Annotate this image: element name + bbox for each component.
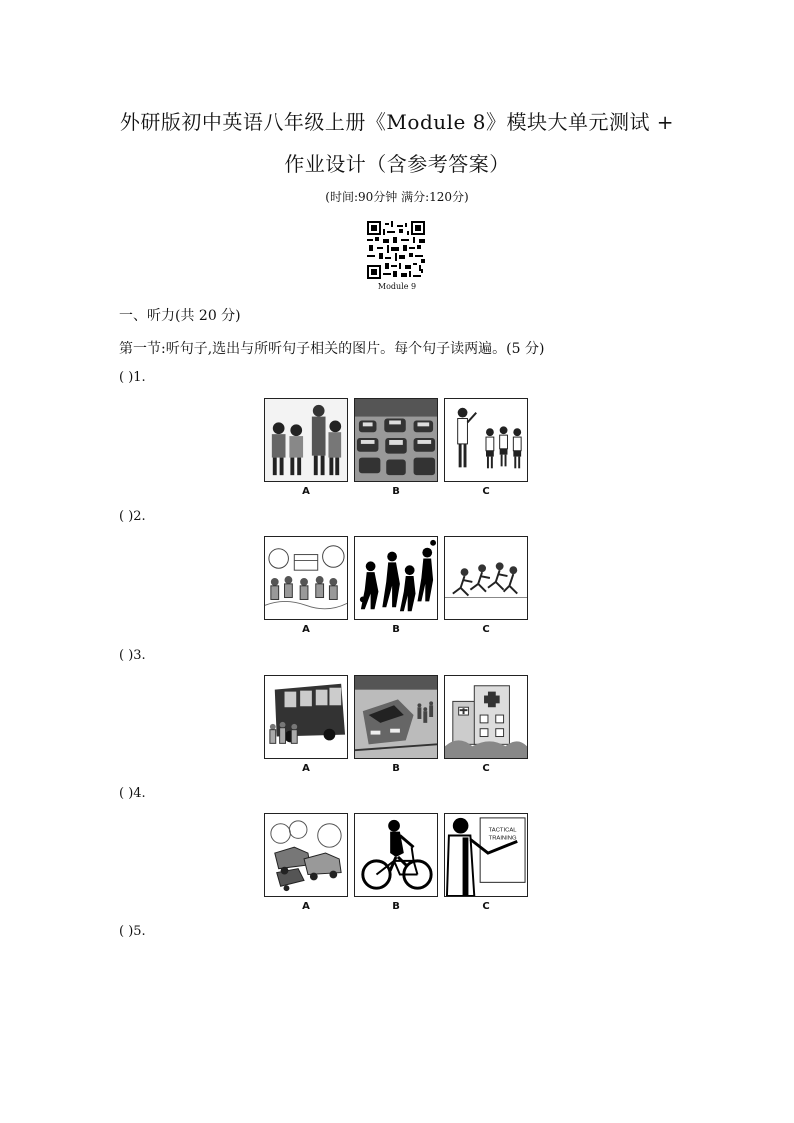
question-2-number: ( )2. — [119, 509, 146, 524]
option-c-runners-image[interactable] — [444, 536, 528, 620]
option-c-class-exercise-image[interactable] — [444, 398, 528, 482]
option-b-cyclist-image[interactable] — [354, 813, 438, 897]
option-b-label: B — [392, 763, 400, 774]
question-3-options — [264, 675, 530, 779]
option-c-label: C — [482, 486, 490, 497]
question-3-number: ( )3. — [119, 648, 146, 663]
question-5-number: ( )5. — [119, 924, 146, 939]
option-a-label: A — [302, 763, 310, 774]
option-a-label: A — [302, 624, 310, 635]
option-c-hospital-image[interactable] — [444, 675, 528, 759]
board-text-line2: TRAINING — [488, 835, 517, 842]
question-1-number: ( )1. — [119, 370, 146, 385]
option-b-label: B — [392, 486, 400, 497]
document-title-line1: 外研版初中英语八年级上册《Module 8》模块大单元测试 + — [119, 110, 675, 134]
option-a-park-crowd-image[interactable] — [264, 536, 348, 620]
option-a-bus-passengers-image[interactable] — [264, 675, 348, 759]
option-a-car-accident-image[interactable] — [264, 813, 348, 897]
option-b-traffic-jam-image[interactable] — [354, 398, 438, 482]
section-listening-heading: 一、听力(共 20 分) — [119, 308, 241, 324]
board-text-line1: TACTICAL — [488, 827, 517, 834]
option-a-teacher-students-image[interactable] — [264, 398, 348, 482]
question-1-options — [264, 398, 530, 502]
option-a-label: A — [302, 901, 310, 912]
option-b-label: B — [392, 624, 400, 635]
option-c-coach-presenting-image[interactable] — [444, 813, 528, 897]
option-a-label: A — [302, 486, 310, 497]
option-b-label: B — [392, 901, 400, 912]
exam-time-score: (时间:90分钟 满分:120分) — [325, 190, 469, 204]
option-c-label: C — [482, 763, 490, 774]
qr-code — [367, 221, 425, 279]
qr-caption: Module 9 — [377, 282, 417, 291]
option-c-label: C — [482, 624, 490, 635]
option-c-label: C — [482, 901, 490, 912]
document-title-line2: 作业设计（含参考答案） — [284, 152, 510, 176]
question-2-options — [264, 536, 530, 640]
question-4-options — [264, 813, 530, 917]
question-4-number: ( )4. — [119, 786, 146, 801]
section-part1-instructions: 第一节:听句子,选出与所听句子相关的图片。每个句子读两遍。(5 分) — [119, 341, 545, 357]
option-b-basketball-image[interactable] — [354, 536, 438, 620]
option-b-subway-train-image[interactable] — [354, 675, 438, 759]
